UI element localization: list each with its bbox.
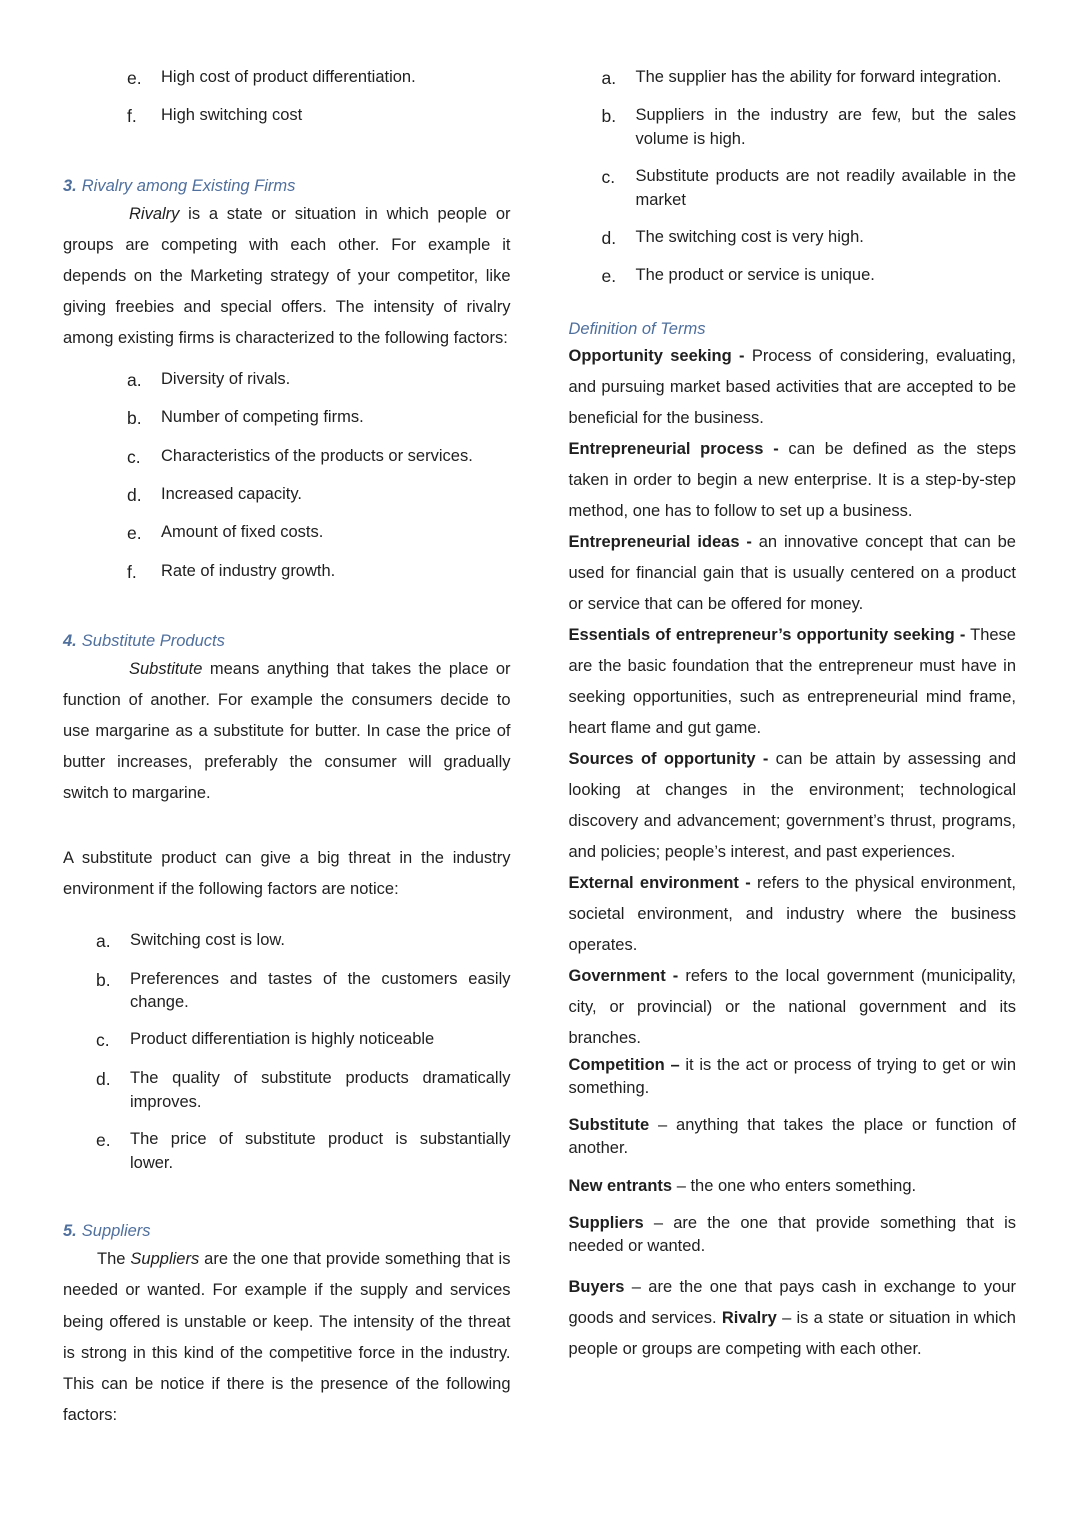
definition-entrepreneurial-ideas [569, 527, 1017, 620]
section-title: Rivalry among Existing Firms [81, 176, 296, 195]
list-item-text: The quality of substitute products dramatically improves. [130, 1068, 511, 1111]
list-item-text: The switching cost is very high. [635, 228, 864, 247]
definition-text: can be defined as the steps taken in order to begin a new enterprise. It is a step-by-step method, one has to follow to set up a business. [568, 439, 1016, 520]
list-marker: b. [127, 408, 142, 429]
section-number: 5. [63, 1222, 77, 1241]
definition-term: Competition – [568, 1056, 680, 1075]
definition-essentials-opportunity-seeking [569, 620, 1017, 744]
list-item-text: The supplier has the ability for forward integration. [635, 68, 1002, 86]
list-item-text: Increased capacity. [161, 484, 302, 503]
definition-substitute [569, 1114, 1017, 1160]
definition-term: Buyers [568, 1277, 625, 1296]
definition-term: Opportunity seeking - [568, 346, 745, 365]
substitute-intro-paragraph [63, 654, 511, 809]
list-marker: e. [96, 1129, 111, 1150]
list-marker: f. [127, 106, 137, 127]
list-item-text: High switching cost [161, 106, 303, 125]
substitute-factors-list [63, 929, 511, 1175]
list-item-text: The price of substitute product is substantially lower. [130, 1129, 511, 1172]
definition-term: Entrepreneurial ideas - [568, 532, 752, 551]
list-item [127, 66, 511, 91]
list-marker: d. [601, 228, 617, 249]
list-item-text: Diversity of rivals. [161, 369, 291, 388]
section-heading-suppliers [63, 1222, 511, 1241]
list-marker: a. [127, 369, 142, 390]
list-item-text: Substitute products are not readily available in the market [635, 167, 1016, 210]
definition-text: – are the one that pays cash in exchange to your goods and services. [568, 1277, 1016, 1327]
definition-text: an innovative concept that can be used for financial gain that is usually centered on a product or service that can be offered for money. [568, 532, 1016, 613]
rivalry-intro-paragraph [63, 199, 511, 354]
definition-term: New entrants [568, 1176, 673, 1195]
list-item-text: The product or service is unique. [635, 266, 875, 285]
section-heading-substitute-products [63, 632, 511, 651]
list-marker: e. [127, 68, 142, 88]
list-item [127, 483, 511, 508]
substitute-keyword: Substitute [129, 660, 203, 679]
list-marker: e. [127, 523, 142, 544]
list-item [602, 165, 1017, 213]
list-marker: d. [127, 484, 142, 505]
list-marker: f. [127, 561, 137, 582]
list-item-text: Rate of industry growth. [161, 561, 336, 580]
rivalry-factors-list [63, 368, 511, 585]
definition-term: Rivalry [721, 1308, 777, 1327]
definition-text: These are the basic foundation that the entrepreneur must have in seeking opportunities, such as entrepreneurial mind frame, heart flame and gut game. [568, 625, 1016, 737]
definition-term: Entrepreneurial process - [568, 439, 779, 458]
list-item [127, 104, 511, 129]
definition-opportunity-seeking [569, 341, 1017, 434]
list-item-text: Switching cost is low. [130, 931, 285, 950]
section-number: 3. [63, 176, 77, 195]
definition-term: Suppliers [568, 1213, 644, 1232]
entry-barrier-list-continued [63, 66, 511, 130]
definition-term: External environment - [568, 874, 751, 893]
list-item [96, 1128, 511, 1176]
list-item [602, 264, 1017, 289]
list-item-text: High cost of product differentiation. [161, 68, 416, 86]
definition-external-environment [569, 868, 1017, 961]
rivalry-keyword: Rivalry [129, 204, 180, 223]
substitute-intro-text: means anything that takes the place or function of another. For example the consumers decide to use margarine as a substitute for butter. In case the price of butter increases, preferably the consumer will gradually switch to margarine. [63, 660, 511, 803]
definition-text: Process of considering, evaluating, and pursuing market based activities that are accepted to be beneficial for the business. [568, 346, 1016, 427]
list-item [96, 1067, 511, 1115]
left-column [63, 66, 511, 1487]
definition-text: refers to the physical environment, societal environment, and industry where the business operates. [568, 874, 1016, 955]
substitute-threat-paragraph: A substitute product can give a big threat in the industry environment if the following factors are notice: [63, 849, 511, 899]
list-item-text: Characteristics of the products or services. [161, 446, 473, 465]
definition-text: – are the one that provide something that is needed or wanted. [568, 1213, 1016, 1255]
definition-text: – is a state or situation in which people or groups are competing with each other. [568, 1308, 1016, 1358]
list-item [96, 1028, 511, 1053]
list-item-text: Preferences and tastes of the customers easily change. [130, 969, 511, 1012]
definition-suppliers [569, 1212, 1017, 1258]
suppliers-intro-text: are the one that provide something that is needed or wanted. For example if the supply and services being offered is unstable or keep. The intensity of the threat is strong in this kind of the competitive force in the industry. This can be notice if there is the presence of the following factors: [63, 1250, 511, 1424]
definition-text: refers to the local government (municipality, city, or provincial) or the national government and its branches. [568, 967, 1016, 1048]
definition-buyers-rivalry [569, 1272, 1017, 1365]
definition-term: Sources of opportunity - [568, 750, 769, 769]
definition-term: Government - [568, 967, 679, 986]
section-heading-definition-of-terms: Definition of Terms [568, 319, 706, 338]
list-item-text: Amount of fixed costs. [161, 523, 324, 542]
list-item [127, 560, 511, 585]
definition-entrepreneurial-process [569, 434, 1017, 527]
definition-new-entrants [569, 1175, 1017, 1198]
list-marker: c. [601, 167, 616, 188]
rivalry-intro-text: is a state or situation in which people or groups are competing with each other. For example it depends on the Marketing strategy of your competitor, like giving freebies and special offers. The intensity of rivalry among existing firms is characterized to the following factors: [63, 204, 511, 347]
definition-competition [569, 1054, 1017, 1100]
list-marker: c. [127, 446, 141, 467]
definition-term: Essentials of entrepreneur’s opportunity seeking - [568, 625, 966, 644]
list-item [127, 521, 511, 546]
list-item [127, 445, 511, 470]
list-marker: b. [96, 969, 111, 990]
section-number: 4. [63, 632, 77, 651]
list-marker: e. [601, 266, 617, 287]
suppliers-intro-paragraph [63, 1244, 511, 1430]
list-item [602, 226, 1017, 251]
list-item-text: Number of competing firms. [161, 408, 364, 427]
list-marker: a. [96, 931, 111, 952]
definition-text: – the one who enters something. [672, 1176, 917, 1195]
definition-sources-of-opportunity [569, 744, 1017, 868]
definition-text: can be attain by assessing and looking at changes in the environment; technological discovery and advancement; government’s thrust, programs, and policies; people’s interest, and past experiences. [568, 750, 1016, 862]
section-title: Substitute Products [81, 632, 225, 651]
list-item [602, 66, 1017, 91]
list-item [96, 929, 511, 954]
suppliers-intro-lead: The [97, 1250, 131, 1269]
definition-term: Substitute [568, 1116, 650, 1135]
list-item [127, 368, 511, 393]
list-item [127, 406, 511, 431]
list-marker: a. [601, 68, 617, 88]
list-item-text: Suppliers in the industry are few, but the sales volume is high. [635, 106, 1016, 149]
supplier-factors-list [569, 66, 1017, 290]
section-heading-rivalry [63, 177, 511, 196]
list-marker: b. [601, 106, 617, 127]
list-marker: d. [96, 1068, 111, 1089]
list-marker: c. [96, 1030, 110, 1051]
definition-text: – anything that takes the place or function of another. [568, 1116, 1016, 1158]
section-title: Suppliers [81, 1222, 151, 1241]
list-item [96, 968, 511, 1016]
right-column [569, 66, 1017, 1487]
definition-text: it is the act or process of trying to get or win something. [568, 1056, 1017, 1098]
list-item [602, 104, 1017, 152]
definition-government [569, 961, 1017, 1054]
suppliers-keyword: Suppliers [130, 1250, 200, 1269]
list-item-text: Product differentiation is highly noticeable [130, 1030, 435, 1049]
